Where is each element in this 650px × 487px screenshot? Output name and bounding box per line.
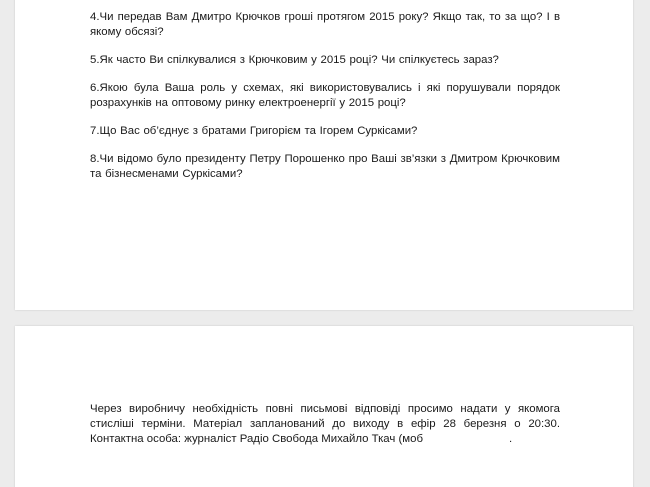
question-7: 7.Що Вас об’єднує з братами Григорієм та Ігорем Суркісами? xyxy=(90,125,418,137)
closing-line-3 xyxy=(90,432,560,447)
question-5: 5.Як часто Ви спілкувалися з Крючковим у 2015 році? Чи спілкуєтесь зараз? xyxy=(90,54,499,66)
questions-list xyxy=(90,10,560,195)
contact-person-text: Контактна особа: журналіст Радіо Свобода Михайло Ткач (моб xyxy=(90,433,423,445)
closing-text xyxy=(90,402,560,447)
closing-paragraph xyxy=(90,402,560,447)
question-8: 8.Чи відомо було президенту Петру Порошенко про Ваші зв’язки з Дмитром Крючковим та бізнесменами Суркісами? xyxy=(90,153,560,180)
document-page-1 xyxy=(15,0,633,310)
closing-line-2: стисліші терміни. Матеріал запланований до виходу в ефір 28 березня о 20:30. xyxy=(90,418,560,430)
closing-line-1: Через виробничу необхідність повні письмові відповіді просимо надати у якомога xyxy=(90,403,560,415)
question-6: 6.Якою була Ваша роль у схемах, які використовувались і які порушували порядок розрахунків на оптовому ринку електроенергії у 2015 році? xyxy=(90,82,560,109)
question-4: 4.Чи передав Вам Дмитро Крючков гроші протягом 2015 року? Якщо так, то за що? І в якому обсязі? xyxy=(90,11,560,38)
closing-period: . xyxy=(508,433,513,445)
document-page-2 xyxy=(15,326,633,487)
